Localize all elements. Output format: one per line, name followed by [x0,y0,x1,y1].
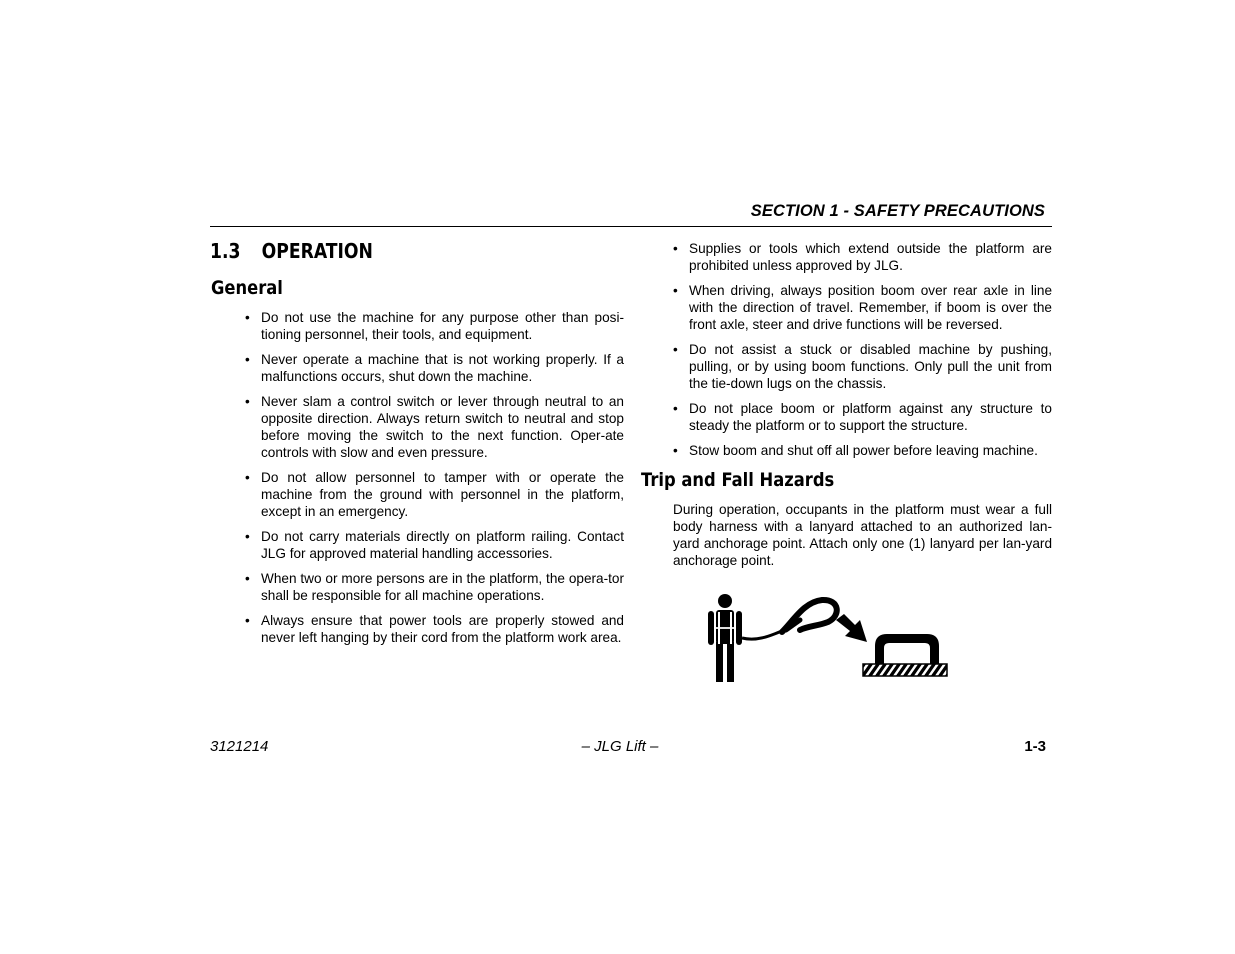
general-bullet-list [245,309,624,646]
right-column [640,240,1052,569]
bullet-icon: • [673,443,678,458]
bullet-icon: • [673,401,678,416]
section-title: OPERATION [261,239,373,263]
list-item [673,341,1052,392]
list-item-text: Always ensure that power tools are properly stowed and never left hanging by their cord from the platform work area. [261,613,624,645]
list-item [245,351,624,385]
list-item-text: When driving, always position boom over rear axle in line with the direction of travel. Remember, if boom is over the front axle, steer and drive functions will be reversed. [689,283,1052,332]
bullet-icon: • [245,352,250,367]
trip-fall-heading: Trip and Fall Hazards [641,469,835,491]
list-item-text: Never slam a control switch or lever through neutral to an opposite direction. Always return switch to neutral and stop before moving the switch to the next function. Oper-ate controls with slow and even pressure. [261,394,624,460]
list-item [673,400,1052,434]
list-item-text: Stow boom and shut off all power before leaving machine. [689,443,1038,458]
direction-arrow-icon [836,614,867,642]
list-item-text: Supplies or tools which extend outside the platform are prohibited unless approved by JLG. [689,241,1052,273]
list-item-text: Never operate a machine that is not working properly. If a malfunctions occurs, shut down the machine. [261,352,624,384]
list-item [245,309,624,343]
operation-bullet-list [673,240,1052,459]
list-item-text: Do not assist a stuck or disabled machine by pushing, pulling, or by using boom functions. Only pull the unit from the tie-down lugs on the chassis. [689,342,1052,391]
bullet-icon: • [245,310,250,325]
section-number: 1.3 [210,239,241,263]
trip-fall-paragraph: During operation, occupants in the platform must wear a full body harness with a lanyard attached to an authorized lan-yard anchorage point. Attach only one (1) lanyard per lan-yard anchorage point. [673,502,1052,568]
bullet-icon: • [673,241,678,256]
left-column [210,238,624,654]
lanyard-line [742,630,784,639]
footer-title: – JLG Lift – [581,738,659,755]
list-item-text: Do not use the machine for any purpose other than posi-tioning personnel, their tools, and equipment. [261,310,624,342]
list-item [245,612,624,646]
list-item-text: Do not place boom or platform against any structure to steady the platform or to support the structure. [689,401,1052,433]
general-heading: General [211,277,283,299]
list-item [673,442,1052,459]
footer-doc-number: 3121214 [210,738,269,755]
list-item [245,528,624,562]
list-item [673,240,1052,274]
bullet-icon: • [673,342,678,357]
list-item-text: When two or more persons are in the platform, the opera-tor shall be responsible for all machine operations. [261,571,624,603]
header-divider [210,226,1052,227]
section-header-title: SECTION 1 - SAFETY PRECAUTIONS [750,202,1045,220]
bullet-icon: • [245,394,250,409]
list-item-text: Do not allow personnel to tamper with or operate the machine from the ground with personnel in the platform, except in an emergency. [261,470,624,519]
person-figure [708,594,742,682]
page-number: 1-3 [1024,738,1046,755]
list-item [673,282,1052,333]
list-item [245,469,624,520]
anchorage-point [875,634,939,665]
bullet-icon: • [245,613,250,628]
bullet-icon: • [245,529,250,544]
bullet-icon: • [245,571,250,586]
bullet-icon: • [673,283,678,298]
list-item [245,393,624,461]
list-item [245,570,624,604]
list-item-text: Do not carry materials directly on platform railing. Contact JLG for approved material handling accessories. [261,529,624,561]
harness-lanyard-anchor-icon [704,590,950,684]
anchor-base [863,664,947,676]
bullet-icon: • [245,470,250,485]
section-heading [210,239,566,267]
